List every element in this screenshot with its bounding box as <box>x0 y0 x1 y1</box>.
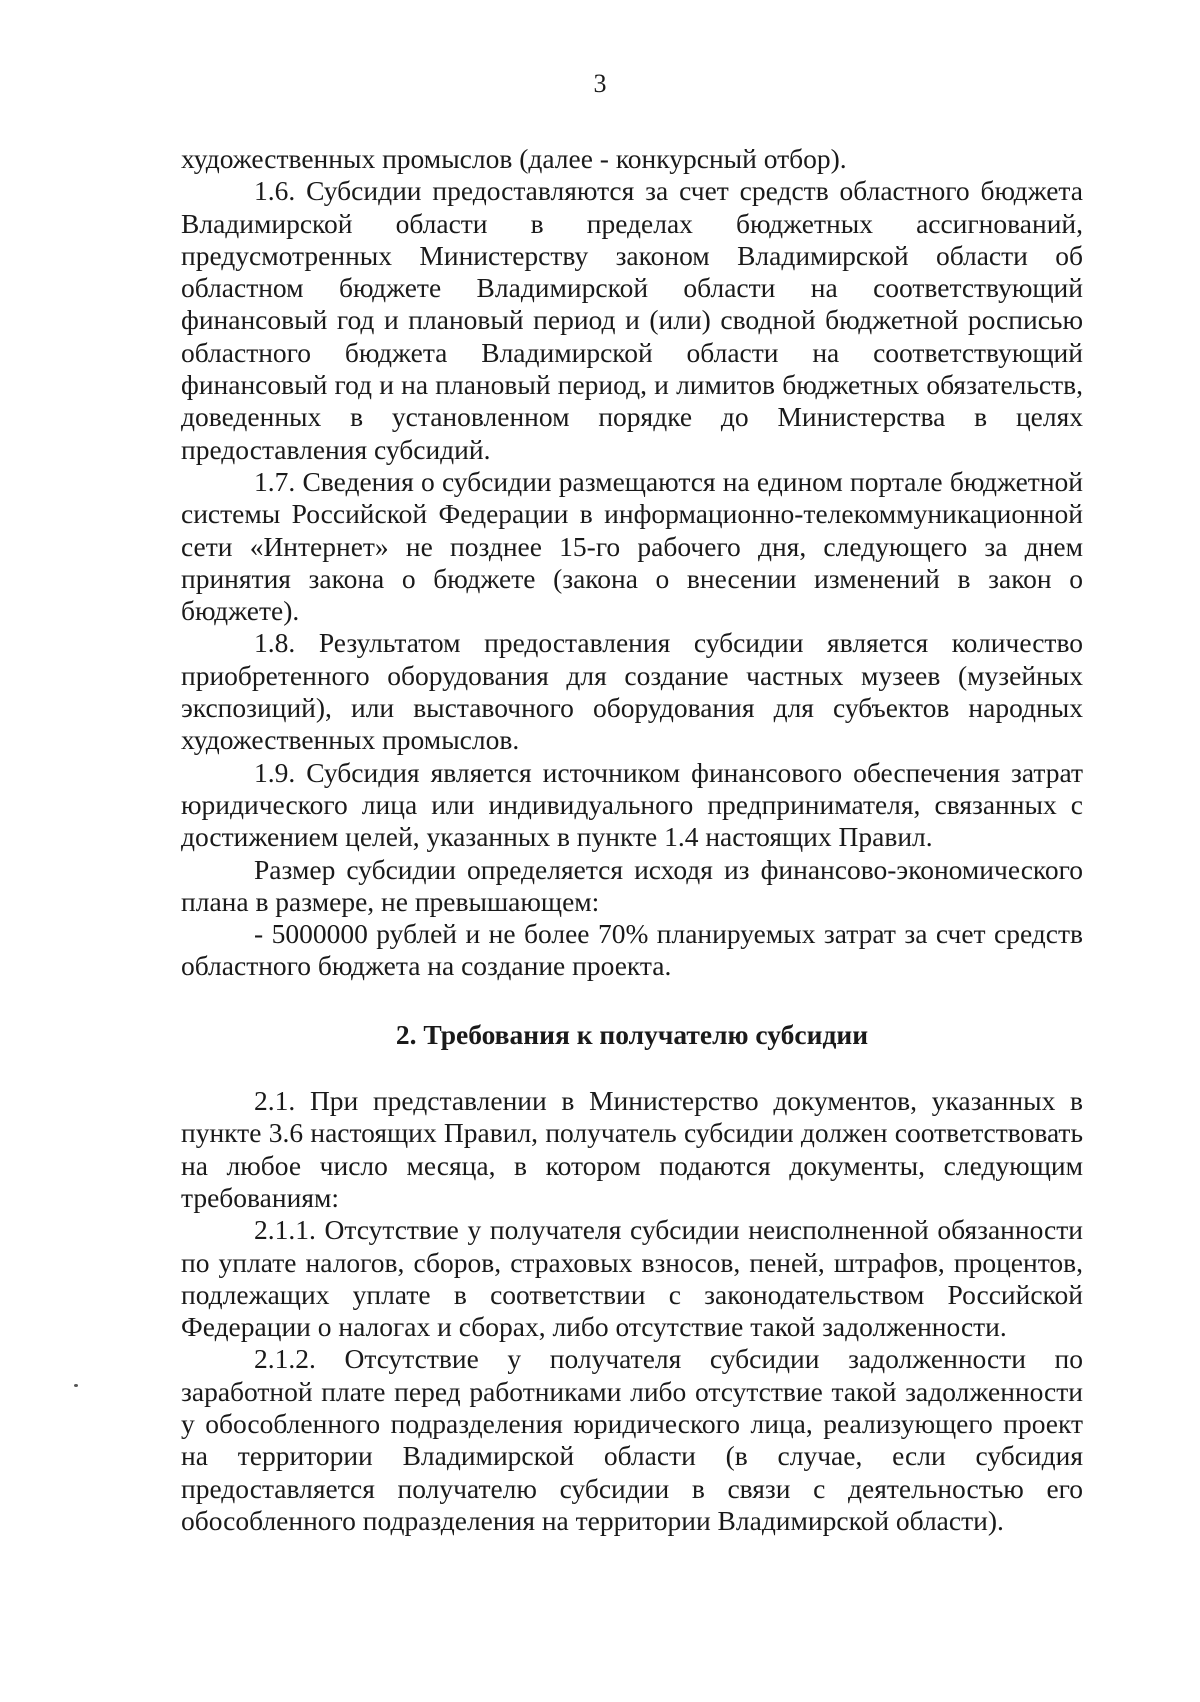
paragraph-subsidy-size: Размер субсидии определяется исходя из финансово-экономического плана в размере, не превышающем: <box>181 853 1083 917</box>
paragraph-subsidy-limit: - 5000000 рублей и не более 70% планируемых затрат за счет средств областного бюджета на создание проекта. <box>181 918 1083 982</box>
paragraph-2-1: 2.1. При представлении в Министерство документов, указанных в пункте 3.6 настоящих Правил, получатель субсидии должен соответствовать на любое число месяца, в котором подаются документы, следующим требованиям: <box>181 1085 1083 1213</box>
paragraph-2-1-1: 2.1.1. Отсутствие у получателя субсидии неисполненной обязанности по уплате налогов, сборов, страховых взносов, пеней, штрафов, процентов, подлежащих уплате в соответствии с законодательством Российской Федерации о налогах и сборах, либо отсутствие такой задолженности. <box>181 1214 1083 1343</box>
paragraph-1-6: 1.6. Субсидии предоставляются за счет средств областного бюджета Владимирской области в пределах бюджетных ассигнований, предусмотренных Министерству законом Владимирской области об областном бюджете Владимирской области на соответствующий финансовый год и плановый период и (или) сводной бюджетной росписью областного бюджета Владимирской области на соответствующий финансовый год и на плановый период, и лимитов бюджетных обязательств, доведенных в установленном порядке до Министерства в целях предоставления субсидий. <box>181 175 1083 465</box>
scan-speck <box>74 1384 78 1387</box>
paragraph-2-1-2: 2.1.2. Отсутствие у получателя субсидии задолженности по заработной плате перед работниками либо отсутствие такой задолженности у обособленного подразделения юридического лица, реализующего проект на территории Владимирской области (в случае, если субсидия предоставляется получателю субсидии в связи с деятельностью его обособленного подразделения на территории Владимирской области). <box>181 1343 1083 1536</box>
paragraph-1-8: 1.8. Результатом предоставления субсидии является количество приобретенного оборудования для создание частных музеев (музейных экспозиций), или выставочного оборудования для субъектов народных художественных промыслов. <box>181 627 1083 756</box>
paragraph-continuation: художественных промыслов (далее - конкурсный отбор). <box>181 143 847 174</box>
page-number: 3 <box>593 69 607 98</box>
document-body <box>181 143 1083 1537</box>
section-heading: 2. Требования к получателю субсидии <box>395 1018 869 1050</box>
paragraph-1-7: 1.7. Сведения о субсидии размещаются на едином портале бюджетной системы Российской Федерации в информационно-телекоммуникационной сети «Интернет» не позднее 15-го рабочего дня, следующего за днем принятия закона о бюджете (закона о внесении изменений в закон о бюджете). <box>181 465 1083 627</box>
paragraph-1-9: 1.9. Субсидия является источником финансового обеспечения затрат юридического лица или индивидуального предпринимателя, связанных с достижением целей, указанных в пункте 1.4 настоящих Правил. <box>181 756 1083 853</box>
